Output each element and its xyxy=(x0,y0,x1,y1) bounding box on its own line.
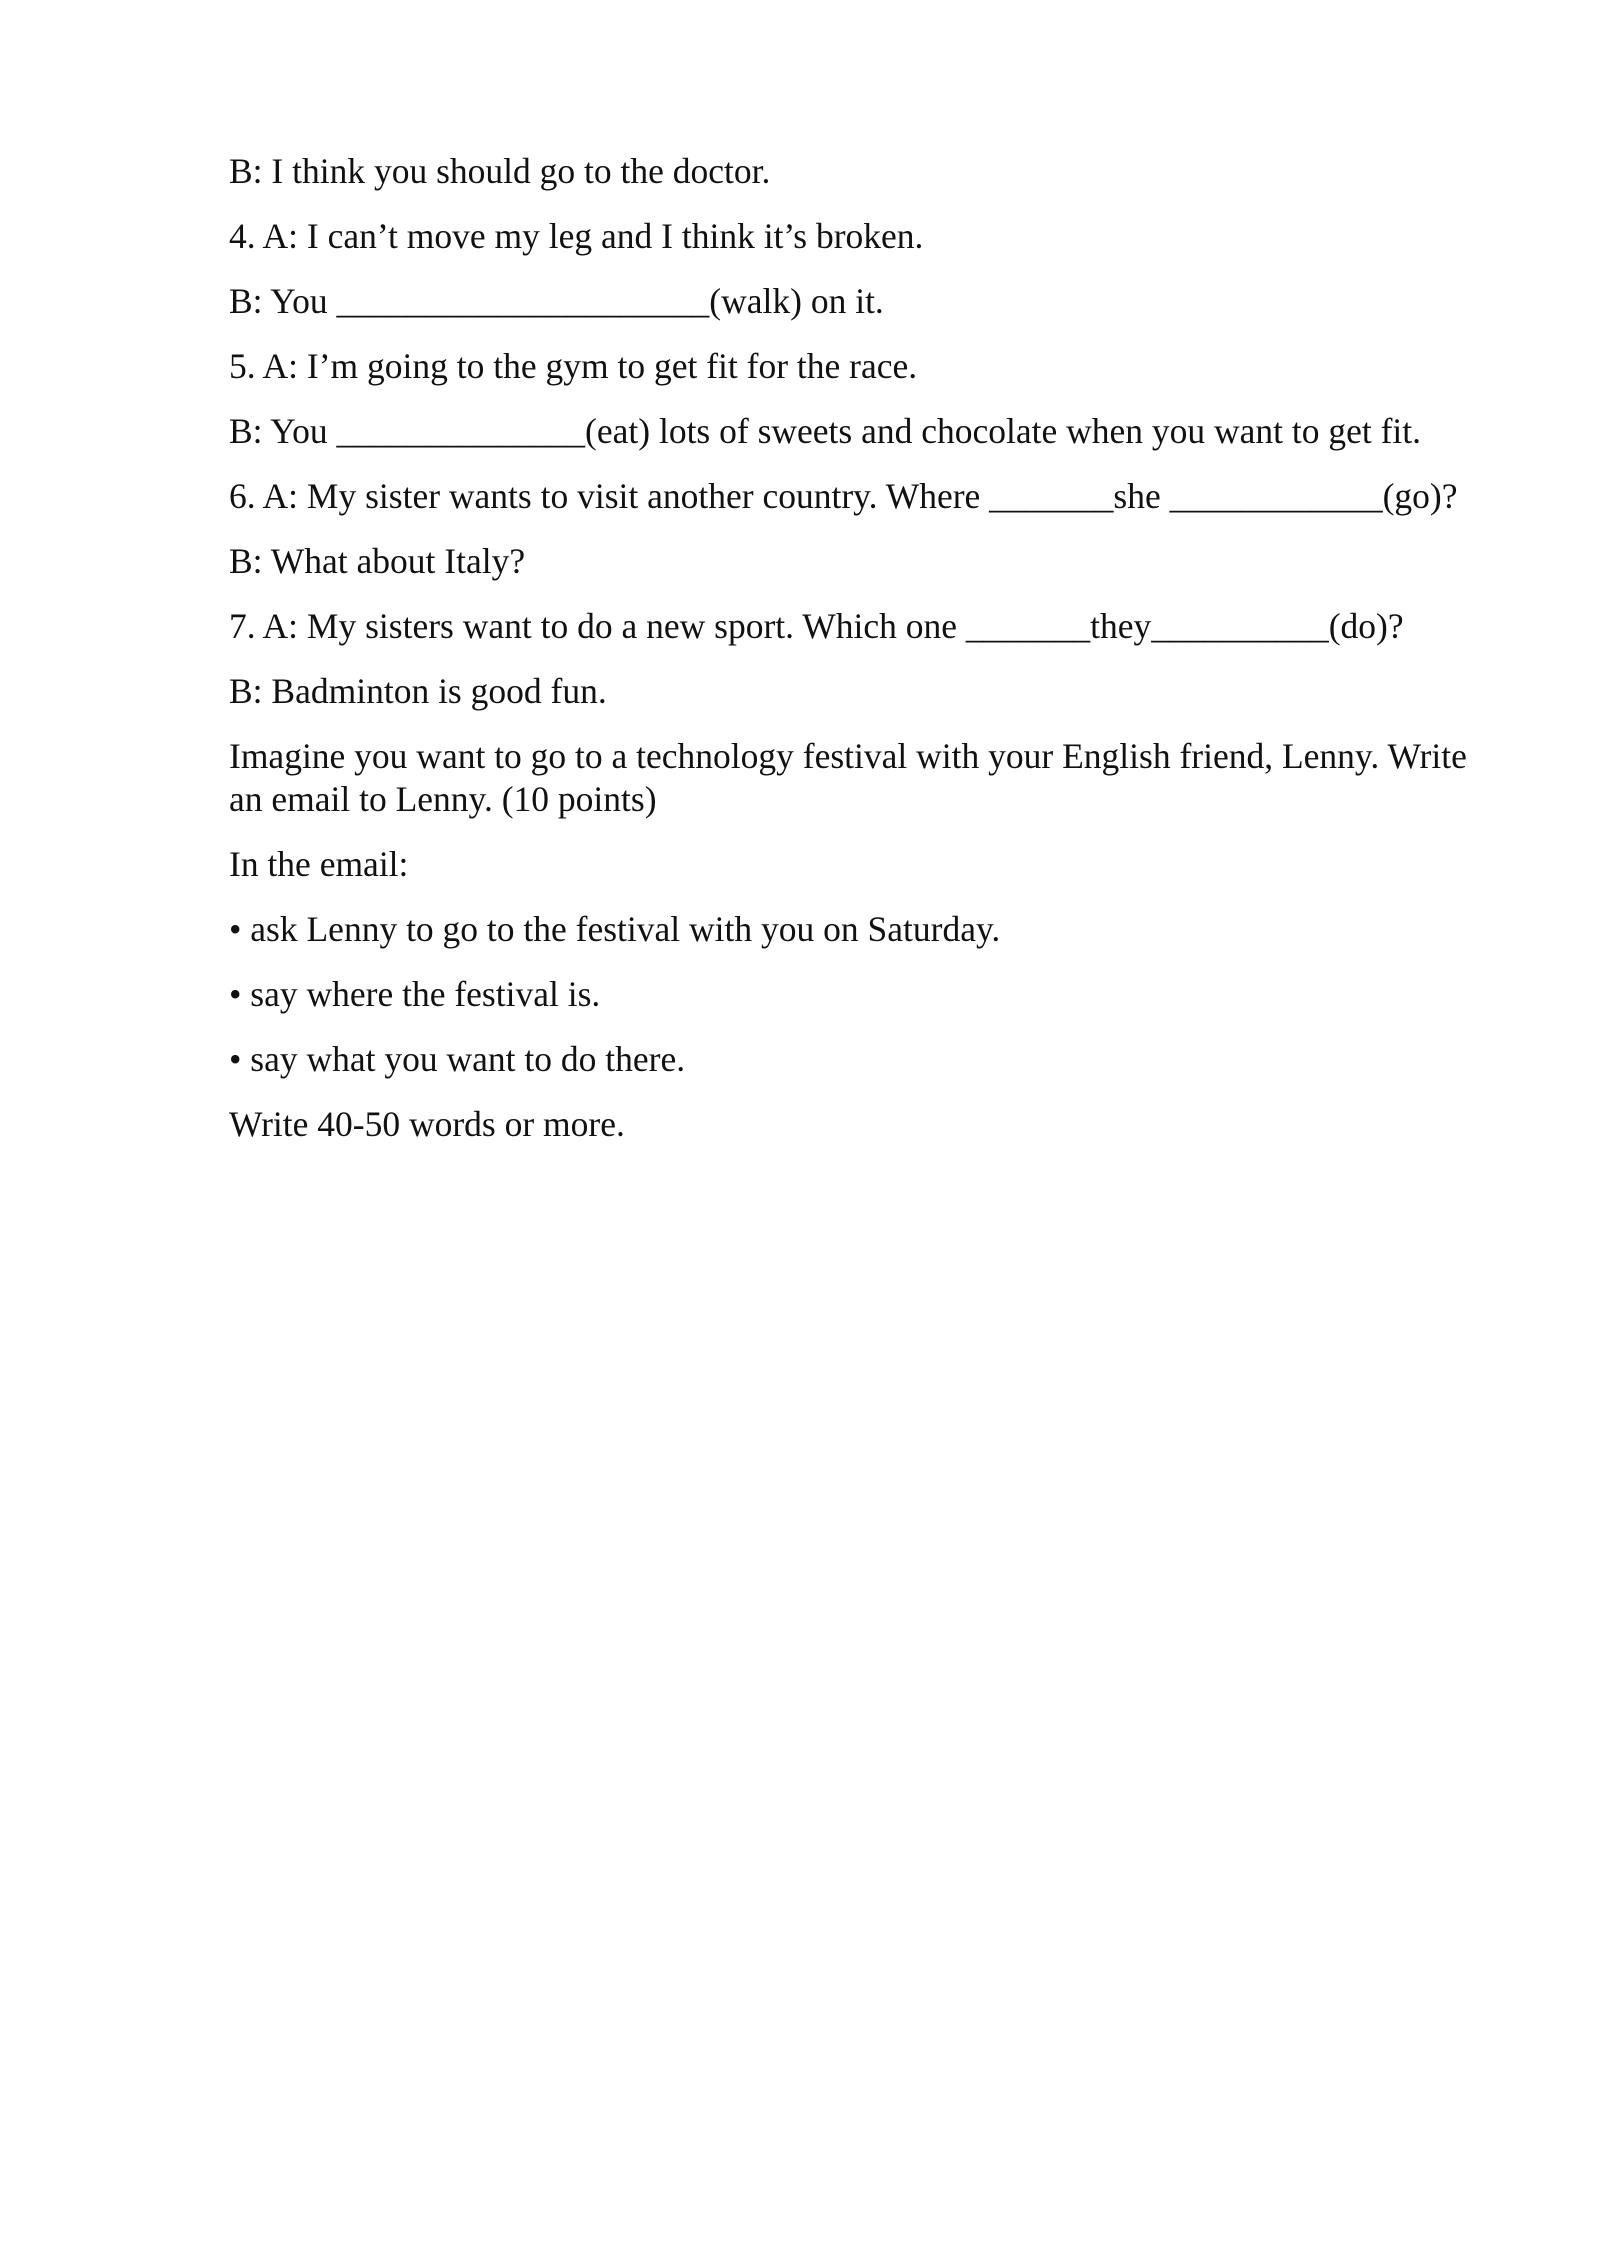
document-body xyxy=(229,150,1489,1168)
word-count-instruction: Write 40-50 words or more. xyxy=(229,1104,625,1144)
exercise-item-5-question: 5. A: I’m going to the gym to get fit for the race. xyxy=(229,346,918,386)
writing-task-instructions: Imagine you want to go to a technology festival with your English friend, Lenny. Write an email to Lenny. (10 points) xyxy=(229,736,1476,819)
requirement-bullet-3: • say what you want to do there. xyxy=(229,1039,686,1079)
exercise-item-4-answer: B: You _____________________(walk) on it. xyxy=(229,281,884,321)
exercise-item-7-answer: B: Badminton is good fun. xyxy=(229,671,607,711)
exercise-item-4-question: 4. A: I can’t move my leg and I think it’s broken. xyxy=(229,216,924,256)
exercise-item-5-answer: B: You ______________(eat) lots of sweets and chocolate when you want to get fit. xyxy=(229,411,1422,451)
exercise-item-6-question: 6. A: My sister wants to visit another country. Where _______she ____________(go)? xyxy=(229,476,1458,516)
requirement-bullet-1: • ask Lenny to go to the festival with you on Saturday. xyxy=(229,909,1001,949)
email-requirements-heading: In the email: xyxy=(229,844,409,884)
dialogue-line: B: I think you should go to the doctor. xyxy=(229,151,771,191)
exercise-item-7-question: 7. A: My sisters want to do a new sport. Which one _______they__________(do)? xyxy=(229,606,1404,646)
requirement-bullet-2: • say where the festival is. xyxy=(229,974,601,1014)
exercise-item-6-answer: B: What about Italy? xyxy=(229,541,526,581)
